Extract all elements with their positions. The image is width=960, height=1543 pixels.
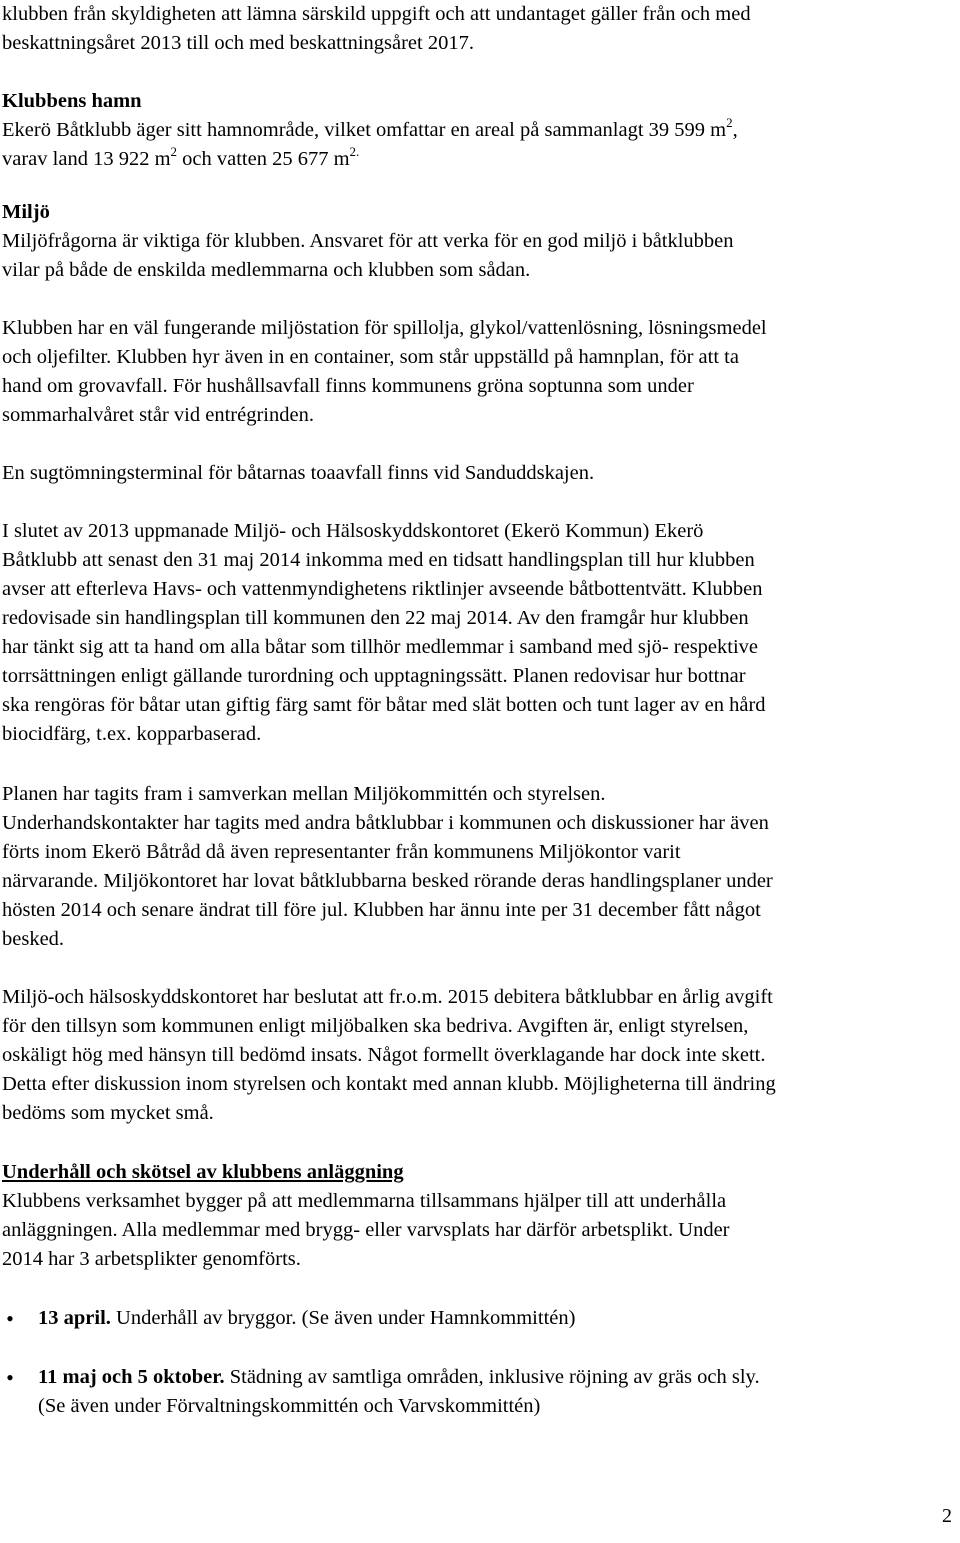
page-number: 2: [942, 1505, 952, 1527]
harbor-section: [2, 87, 957, 174]
bullet-date: 11 maj och 5 oktober.: [38, 1366, 225, 1388]
text-line: 2014 har 3 arbetsplikter genomförts.: [2, 1248, 301, 1270]
text-line: vilar på både de enskilda medlemmarna och klubben som sådan.: [2, 259, 531, 281]
text-line: anläggningen. Alla medlemmar med brygg- eller varvsplats har därför arbetsplikt. Under: [2, 1219, 730, 1241]
text-line: beskattningsåret 2013 till och med beskattningsåret 2017.: [2, 32, 474, 54]
text-line: En sugtömningsterminal för båtarnas toaavfall finns vid Sanduddskajen.: [2, 462, 595, 484]
text-line: torrsättningen enligt gällande turordning och upptagningssätt. Planen redovisar hur bottnar: [2, 665, 746, 687]
action-plan-paragraph: [2, 517, 957, 749]
water-area-text: och vatten 25 677 m: [177, 148, 350, 170]
waste-station-paragraph: [2, 314, 957, 430]
text-line: Klubbens verksamhet bygger på att medlemmarna tillsammans hjälper till att underhålla: [2, 1190, 727, 1212]
text-line: Underhandskontakter har tagits med andra båtklubbar i kommunen och diskussioner har även: [2, 812, 769, 834]
text-line: Klubben har en väl fungerande miljöstation för spillolja, glykol/vattenlösning, lösningsmedel: [2, 317, 767, 339]
text-line: närvarande. Miljökontoret har lovat båtklubbarna besked rörande deras handlingsplaner under: [2, 870, 773, 892]
superscript: 2.: [349, 144, 360, 160]
committee-paragraph: [2, 780, 957, 954]
harbor-area-text: Ekerö Båtklubb äger sitt hamnområde, vilket omfattar en areal på sammanlagt 39 599 m: [2, 119, 727, 141]
bullet-icon: •: [6, 1306, 14, 1331]
text-line: [38, 1363, 958, 1392]
text-line: förts inom Ekerö Båtråd då även representanter från kommunens Miljökontor varit: [2, 841, 681, 863]
bullet-description: Underhåll av bryggor. (Se även under Hamnkommittén): [110, 1307, 576, 1329]
maintenance-section: [2, 1158, 957, 1274]
text-line: Planen har tagits fram i samverkan mellan Miljökommittén och styrelsen.: [2, 783, 606, 805]
text-line: biocidfärg, t.ex. kopparbaserad.: [2, 723, 262, 745]
text-line: ska rengöras för båtar utan giftig färg samt för båtar med slät botten och tunt lager av en hård: [2, 694, 766, 716]
bullet-icon: •: [6, 1365, 14, 1390]
punctuation: ,: [732, 119, 738, 141]
text-line: hand om grovavfall. För hushållsavfall finns kommunens gröna soptunna som under: [2, 375, 694, 397]
text-line: har tänkt sig att ta hand om alla båtar som tillhör medlemmar i samband med sjö- respektive: [2, 636, 759, 658]
text-line: hösten 2014 och senare ändrat till före jul. Klubben har ännu inte per 31 december fått något: [2, 899, 761, 921]
text-line: [2, 116, 957, 145]
superscript: 2: [170, 144, 178, 160]
harbor-heading: Klubbens hamn: [2, 90, 142, 112]
text-line: oskäligt hög med hänsyn till bedömd insats. Något formellt överklagande har dock inte skett.: [2, 1044, 766, 1066]
fee-paragraph: [2, 983, 957, 1128]
text-line: Detta efter diskussion inom styrelsen och kontakt med annan klubb. Möjligheterna till ändring: [2, 1073, 776, 1095]
text-line: redovisade sin handlingsplan till kommunen den 22 maj 2014. Av den framgår hur klubben: [2, 607, 749, 629]
text-line: (Se även under Förvaltningskommittén och Varvskommittén): [38, 1395, 541, 1417]
pump-out-paragraph: [2, 459, 957, 488]
land-area-text: varav land 13 922 m: [2, 148, 171, 170]
maintenance-heading: Underhåll och skötsel av klubbens anläggning: [2, 1161, 404, 1183]
text-line: för den tillsyn som kommunen enligt miljöbalken ska bedriva. Avgiften är, enligt styrelsen,: [2, 1015, 749, 1037]
environment-section: [2, 198, 957, 285]
text-line: bedöms som mycket små.: [2, 1102, 214, 1124]
text-line: Båtklubb att senast den 31 maj 2014 inkomma med en tidsatt handlingsplan till hur klubben: [2, 549, 755, 571]
text-line: I slutet av 2013 uppmanade Miljö- och Hälsoskyddskontoret (Ekerö Kommun) Ekerö: [2, 520, 704, 542]
bullet-text: [38, 1363, 958, 1421]
bullet-text: [38, 1304, 958, 1333]
environment-heading: Miljö: [2, 201, 50, 223]
text-line: Miljöfrågorna är viktiga för klubben. Ansvaret för att verka för en god miljö i båtklubben: [2, 230, 734, 252]
text-line: klubben från skyldigheten att lämna särskild uppgift och att undantaget gäller från och med: [2, 3, 751, 25]
text-line: Miljö-och hälsoskyddskontoret har beslutat att fr.o.m. 2015 debitera båtklubbar en årlig avgift: [2, 986, 773, 1008]
text-line: sommarhalvåret står vid entrégrinden.: [2, 404, 314, 426]
text-line: besked.: [2, 928, 65, 950]
text-line: och oljefilter. Klubben hyr även in en container, som står uppställd på hamnplan, för att ta: [2, 346, 739, 368]
bullet-date: 13 april.: [38, 1307, 111, 1329]
text-line: [2, 145, 957, 174]
intro-paragraph: [2, 0, 957, 58]
text-line: avser att efterleva Havs- och vattenmyndighetens riktlinjer avseende båtbottentvätt. Klubben: [2, 578, 763, 600]
bullet-description: Städning av samtliga områden, inklusive röjning av gräs och sly.: [224, 1366, 760, 1388]
superscript: 2: [726, 115, 733, 131]
